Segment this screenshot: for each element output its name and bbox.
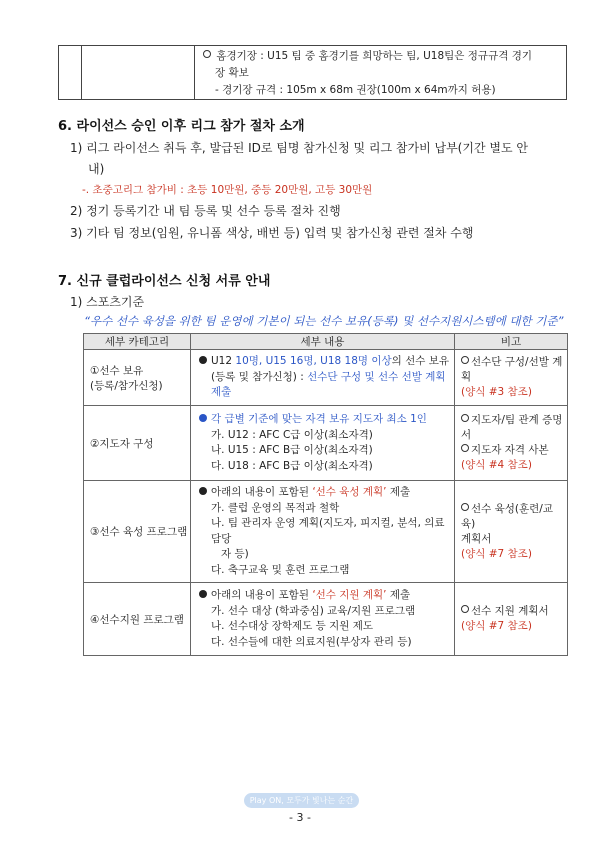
- row3-detail: [191, 481, 455, 583]
- row1-highlight-count: 10명, U15 16명, U18 18명 이상: [235, 355, 392, 368]
- table-row: [84, 481, 568, 583]
- table-row: [84, 583, 568, 656]
- row3-post: 제출: [386, 486, 411, 498]
- row4-pre: 아래의 내용이 포함된: [211, 589, 313, 601]
- sports-criteria-table: [83, 333, 568, 656]
- table-header-row: [84, 334, 568, 350]
- section6-item3: 3) 기타 팀 정보(임원, 유니폼 색상, 배번 등) 입력 및 참가신청 관련 절차 수행: [70, 226, 474, 240]
- row3-line2: 나. 팀 관리자 운영 계획(지도자, 피지컬, 분석, 의료담당: [211, 517, 445, 545]
- row3-line1: 가. 클럽 운영의 목적과 철학: [211, 501, 340, 514]
- bullet-icon: [199, 356, 207, 364]
- row1-note: [455, 350, 568, 406]
- section7-quote: “우수 선수 육성을 위한 팀 운영에 기본이 되는 선수 보유(등록) 및 선수지원시스템에 대한 기준”: [84, 314, 564, 328]
- circle-bullet-icon: [461, 503, 469, 511]
- row4-highlight: ‘선수 지원 계획’: [312, 589, 387, 601]
- row3-note1: 선수 육성(훈련/교육): [461, 502, 553, 530]
- section6-item1-cont: 내): [88, 162, 105, 176]
- row1-text-c: 의 선수 보유: [391, 355, 450, 368]
- venue-line: 홈경기장 : U15 팀 중 홈경기를 희망하는 팀, U18팀은 정규규격 경기: [216, 50, 532, 62]
- row4-line1: 가. 선수 대상 (학과중심) 교육/지원 프로그램: [211, 604, 416, 617]
- bullet-icon: [199, 487, 207, 495]
- league-fee-note: -. 초중고리그 참가비 : 초등 10만원, 중등 20만원, 고등 30만원: [82, 184, 373, 196]
- row4-line2: 나. 선수대상 장학제도 등 지원 제도: [211, 620, 374, 632]
- row3-note2: 계획서: [461, 532, 492, 545]
- row3-line2-cont: 자 등): [221, 548, 249, 560]
- row4-note2: (양식 #7 참조): [461, 620, 532, 632]
- row2-note1: 지도자/팀 관계 증명서: [461, 414, 563, 441]
- section7-heading: 7. 신규 클럽라이선스 신청 서류 안내: [58, 274, 271, 289]
- row4-post: 제출: [386, 589, 411, 601]
- row2-detail: [191, 406, 455, 481]
- row3-highlight: ‘선수 육성 계획’: [312, 486, 387, 498]
- section6-item1: 1) 리그 라이선스 취득 후, 발급된 ID로 팀명 참가신청 및 리그 참가비 납부(기간 별도 안: [70, 141, 528, 155]
- header-note: 비고: [455, 334, 568, 350]
- circle-bullet-icon: [461, 444, 469, 452]
- row2-line1: 가. U12 : AFC C급 이상(최소자격): [211, 428, 373, 441]
- section7-sub: 1) 스포츠기준: [70, 295, 145, 309]
- row3-line3: 다. 축구교육 및 훈련 프로그램: [211, 563, 350, 576]
- top-table-cell-2: [82, 46, 195, 100]
- row4-category: ④선수지원 프로그램: [84, 583, 191, 656]
- section6-heading: 6. 라이선스 승인 이후 리그 참가 절차 소개: [58, 119, 305, 134]
- circle-bullet-icon: [461, 605, 469, 613]
- field-size-line: - 경기장 규격 : 105m x 68m 권장(100m x 64m까지 허용): [215, 84, 496, 96]
- row2-headline: 각 급별 기준에 맞는 자격 보유 지도자 최소 1인: [211, 413, 427, 425]
- circle-bullet-icon: [461, 356, 469, 364]
- bullet-icon: [199, 414, 207, 422]
- row2-note: [455, 406, 568, 481]
- section6-item2: 2) 정기 등록기간 내 팀 등록 및 선수 등록 절차 진행: [70, 204, 341, 218]
- row2-category: ②지도자 구성: [84, 406, 191, 481]
- venue-line-cont: 장 확보: [215, 67, 249, 79]
- row3-pre: 아래의 내용이 포함된: [211, 486, 313, 498]
- row1-text-a: U12: [211, 355, 236, 368]
- header-detail: 세부 내용: [191, 334, 455, 350]
- row4-line3: 다. 선수들에 대한 의료지원(부상자 관리 등): [211, 635, 412, 648]
- row1-category-label: ①선수 보유: [90, 364, 144, 377]
- row3-note3: (양식 #7 참조): [461, 547, 532, 560]
- row1-text-f: 제출: [211, 386, 232, 399]
- circle-bullet-icon: [461, 414, 469, 422]
- row4-detail: [191, 583, 455, 656]
- row4-note1: 선수 지원 계획서: [471, 605, 549, 617]
- top-table-cell-1: [59, 46, 82, 100]
- row2-note2: 지도자 자격 사본: [471, 444, 549, 456]
- row1-highlight-plan: 선수단 구성 및 선수 선발 계획: [307, 370, 446, 383]
- page-number: - 3 -: [289, 811, 311, 824]
- footer-slogan: Play ON, 모두가 빛나는 순간: [244, 793, 359, 808]
- top-table-cell-3: [195, 46, 567, 100]
- table-row: [84, 350, 568, 406]
- row1-note2: (양식 #3 참조): [461, 386, 532, 398]
- row1-text-d: (등록 및 참가신청) :: [211, 370, 308, 383]
- row1-category: [84, 350, 191, 406]
- row1-category-label2: (등록/참가신청): [90, 379, 163, 392]
- row4-note: [455, 583, 568, 656]
- row2-line3: 다. U18 : AFC B급 이상(최소자격): [211, 459, 373, 472]
- row1-detail: [191, 350, 455, 406]
- row2-note3: (양식 #4 참조): [461, 459, 532, 471]
- row1-note1: 선수단 구성/선발 계획: [461, 356, 563, 383]
- table-row: [84, 406, 568, 481]
- circle-bullet-icon: [203, 50, 211, 58]
- row2-line2: 나. U15 : AFC B급 이상(최소자격): [211, 444, 373, 456]
- bullet-icon: [199, 590, 207, 598]
- header-category: 세부 카테고리: [84, 334, 191, 350]
- row3-note: [455, 481, 568, 583]
- top-table-fragment: [58, 45, 567, 100]
- row3-category: ③선수 육성 프로그램: [84, 481, 191, 583]
